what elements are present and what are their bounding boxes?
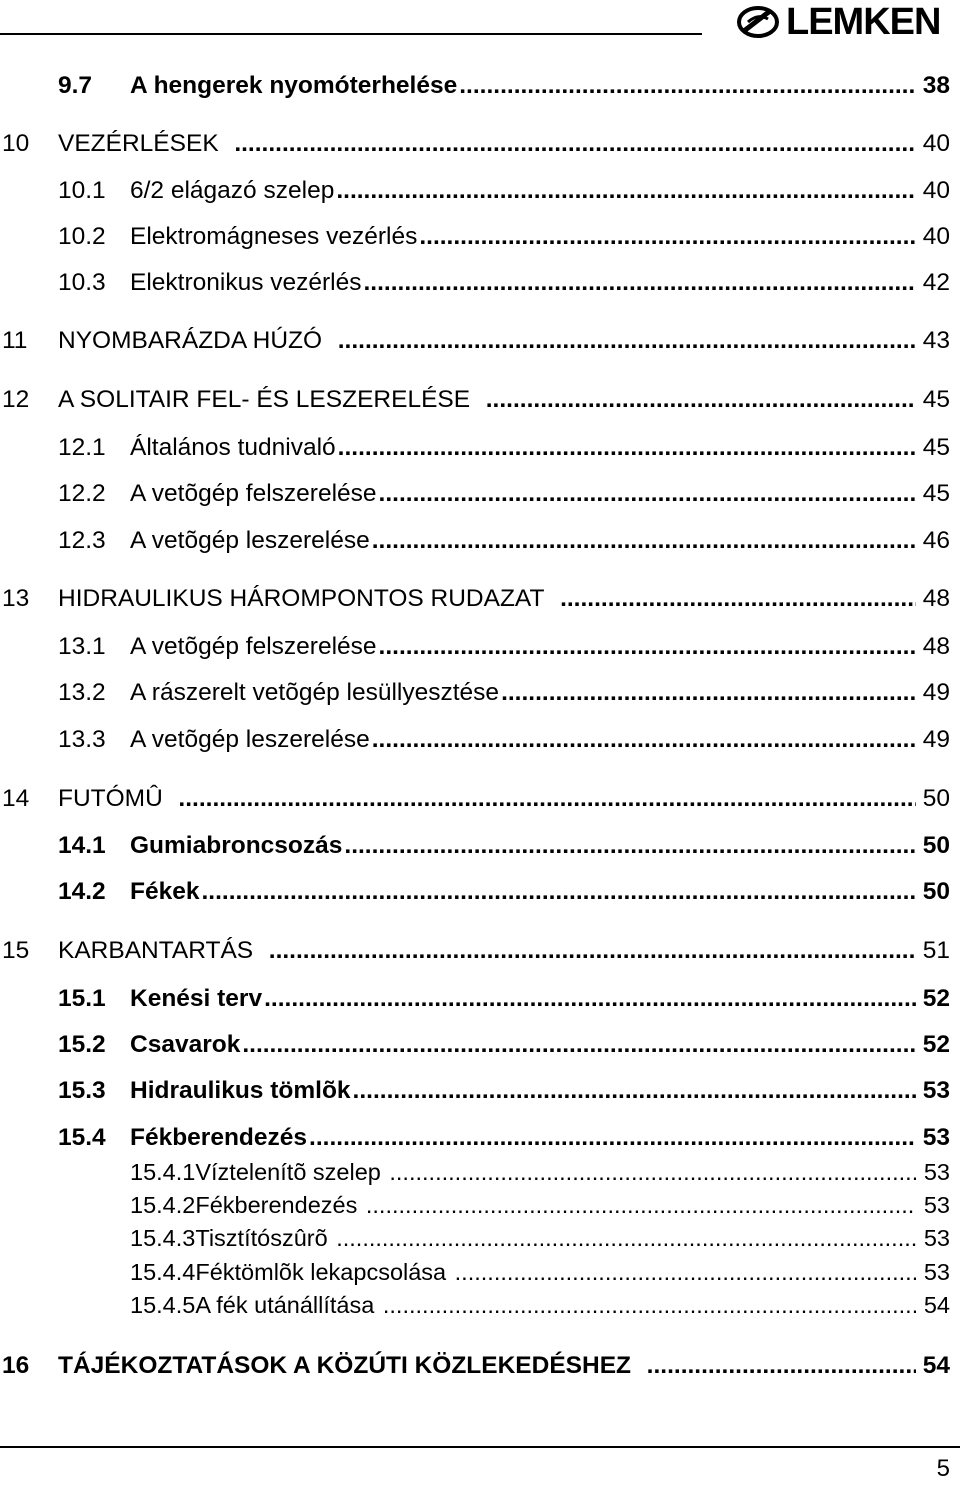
toc-number: 12 bbox=[2, 386, 30, 413]
toc-title: Csavarok bbox=[130, 1031, 241, 1058]
toc-number: 15.4.2 bbox=[130, 1192, 196, 1218]
toc-number: 10.2 bbox=[58, 223, 106, 250]
page-number: 5 bbox=[936, 1455, 950, 1482]
toc-title: FUTÓMÛ bbox=[58, 785, 163, 812]
toc-number: 12.1 bbox=[58, 434, 106, 461]
toc-page-number: 40 bbox=[919, 217, 950, 257]
toc-page-number: 42 bbox=[919, 263, 950, 303]
toc-page-number: 40 bbox=[919, 124, 950, 164]
toc-number: 15.4.4 bbox=[130, 1259, 196, 1285]
toc-page-number: 50 bbox=[919, 872, 950, 912]
toc-title: A fék utánállítása bbox=[195, 1292, 375, 1318]
toc-title: KARBANTARTÁS bbox=[58, 937, 254, 964]
toc-number: 15.4.1 bbox=[130, 1159, 196, 1185]
toc-page-number: 53 bbox=[920, 1218, 950, 1258]
toc-entry[interactable] bbox=[0, 1071, 960, 1111]
toc-leader-dots bbox=[234, 124, 916, 164]
toc-leader-dots bbox=[560, 579, 916, 619]
toc-page-number: 43 bbox=[919, 321, 950, 361]
toc-title: VEZÉRLÉSEK bbox=[58, 130, 219, 157]
footer-rule bbox=[0, 1446, 960, 1448]
toc-leader-dots bbox=[379, 627, 916, 667]
toc-leader-dots bbox=[372, 521, 916, 561]
toc-leader-dots bbox=[269, 931, 916, 971]
toc-leader-dots bbox=[264, 979, 916, 1019]
toc-title: HIDRAULIKUS HÁROMPONTOS RUDAZAT bbox=[58, 585, 545, 612]
toc-title: Általános tudnivaló bbox=[130, 434, 336, 461]
toc-leader-dots bbox=[242, 1025, 916, 1065]
toc-entry[interactable] bbox=[0, 673, 960, 713]
toc-title: Elektronikus vezérlés bbox=[130, 269, 362, 296]
toc-title: Elektromágneses vezérlés bbox=[130, 223, 418, 250]
toc-page-number: 49 bbox=[919, 720, 950, 760]
toc-title: Fékberendezés bbox=[195, 1192, 358, 1218]
toc-number: 14 bbox=[2, 785, 30, 812]
toc-title: Kenési terv bbox=[130, 985, 263, 1012]
toc-entry[interactable] bbox=[0, 380, 960, 420]
toc-title: 6/2 elágazó szelep bbox=[130, 177, 335, 204]
toc-number: 14.2 bbox=[58, 878, 106, 905]
toc-number: 13.2 bbox=[58, 679, 106, 706]
toc-number: 16 bbox=[2, 1352, 30, 1379]
toc-page-number: 45 bbox=[919, 428, 950, 468]
toc-page-number: 53 bbox=[919, 1118, 950, 1158]
toc-number: 10.3 bbox=[58, 269, 106, 296]
toc-leader-dots bbox=[353, 1071, 916, 1111]
toc-title: A SOLITAIR FEL- ÉS LESZERELÉSE bbox=[58, 386, 471, 413]
toc-number: 15.4.5 bbox=[130, 1292, 196, 1318]
toc-title: NYOMBARÁZDA HÚZÓ bbox=[58, 327, 323, 354]
toc-number: 14.1 bbox=[58, 832, 106, 859]
toc-entry[interactable] bbox=[0, 826, 960, 866]
toc-page-number: 51 bbox=[919, 931, 950, 971]
toc-page-number: 38 bbox=[919, 66, 950, 106]
toc-page-number: 54 bbox=[920, 1285, 950, 1325]
toc-page-number: 49 bbox=[919, 673, 950, 713]
toc-page-number: 53 bbox=[920, 1152, 950, 1192]
toc-number: 10.1 bbox=[58, 177, 106, 204]
toc-title: A vetõgép leszerelése bbox=[130, 527, 370, 554]
toc-leader-dots bbox=[501, 673, 916, 713]
toc-title: Tisztítószûrõ bbox=[195, 1225, 328, 1251]
toc-number: 15.2 bbox=[58, 1031, 106, 1058]
toc-page-number: 40 bbox=[919, 171, 950, 211]
toc-page-number: 50 bbox=[919, 779, 950, 819]
brand-logo bbox=[736, 2, 940, 42]
toc-page-number: 54 bbox=[919, 1346, 950, 1386]
toc-entry[interactable] bbox=[0, 474, 960, 514]
toc-entry[interactable] bbox=[0, 263, 960, 303]
toc-title: A vetõgép leszerelése bbox=[130, 726, 370, 753]
toc-title: A vetõgép felszerelése bbox=[130, 480, 377, 507]
toc-entry[interactable] bbox=[0, 872, 960, 912]
toc-page-number: 53 bbox=[920, 1252, 950, 1292]
toc-leader-dots bbox=[647, 1346, 916, 1386]
brand-name: LEMKEN bbox=[786, 1, 941, 43]
toc-entry[interactable] bbox=[0, 931, 960, 971]
toc-leader-dots bbox=[372, 720, 916, 760]
header-rule bbox=[0, 33, 702, 35]
toc-leader-dots bbox=[486, 380, 916, 420]
toc-page-number: 45 bbox=[919, 380, 950, 420]
toc-number: 13 bbox=[2, 585, 30, 612]
toc-entry[interactable] bbox=[0, 579, 960, 619]
toc-leader-dots bbox=[383, 1285, 916, 1325]
toc-leader-dots bbox=[344, 826, 916, 866]
toc-entry[interactable] bbox=[0, 979, 960, 1019]
toc-title: Fékberendezés bbox=[130, 1124, 308, 1151]
toc-number: 15.4 bbox=[58, 1124, 106, 1151]
toc-page-number: 52 bbox=[919, 1025, 950, 1065]
toc-page-number: 46 bbox=[919, 521, 950, 561]
toc-entry[interactable] bbox=[0, 124, 960, 164]
toc-entry[interactable] bbox=[0, 217, 960, 257]
toc-title: Hidraulikus tömlõk bbox=[130, 1077, 351, 1104]
toc-page-number: 53 bbox=[920, 1185, 950, 1225]
toc-page-number: 48 bbox=[919, 579, 950, 619]
toc-entry[interactable] bbox=[0, 1346, 960, 1386]
toc-leader-dots bbox=[363, 263, 916, 303]
toc-page-number: 52 bbox=[919, 979, 950, 1019]
toc-leader-dots bbox=[338, 321, 916, 361]
toc-title: Gumiabroncsozás bbox=[130, 832, 343, 859]
toc-page-number: 45 bbox=[919, 474, 950, 514]
toc-page-number: 48 bbox=[919, 627, 950, 667]
toc-page-number: 50 bbox=[919, 826, 950, 866]
toc-title: Fékek bbox=[130, 878, 200, 905]
toc-title: A rászerelt vetõgép lesüllyesztése bbox=[130, 679, 500, 706]
toc-number: 15.4.3 bbox=[130, 1225, 196, 1251]
toc-number: 13.3 bbox=[58, 726, 106, 753]
toc-number: 10 bbox=[2, 130, 30, 157]
toc-entry[interactable] bbox=[0, 627, 960, 667]
toc-number: 13.1 bbox=[58, 633, 106, 660]
toc-leader-dots bbox=[419, 217, 916, 257]
toc-leader-dots bbox=[338, 428, 916, 468]
toc-number: 12.3 bbox=[58, 527, 106, 554]
toc-number: 15.3 bbox=[58, 1077, 106, 1104]
toc-leader-dots bbox=[459, 66, 916, 106]
toc-entry[interactable] bbox=[0, 1285, 960, 1325]
toc-title: A hengerek nyomóterhelése bbox=[130, 72, 458, 99]
lemken-emblem-icon bbox=[736, 5, 780, 39]
toc-entry[interactable] bbox=[0, 321, 960, 361]
toc-entry[interactable] bbox=[0, 171, 960, 211]
toc-entry[interactable] bbox=[0, 66, 960, 106]
toc-leader-dots bbox=[336, 171, 916, 211]
toc-number: 12.2 bbox=[58, 480, 106, 507]
toc-page-number: 53 bbox=[919, 1071, 950, 1111]
toc-leader-dots bbox=[201, 872, 916, 912]
toc-title: A vetõgép felszerelése bbox=[130, 633, 377, 660]
toc-title: TÁJÉKOZTATÁSOK A KÖZÚTI KÖZLEKEDÉSHEZ bbox=[58, 1352, 632, 1379]
toc-entry[interactable] bbox=[0, 521, 960, 561]
toc-number: 15.1 bbox=[58, 985, 106, 1012]
toc-number: 11 bbox=[2, 327, 28, 354]
toc-leader-dots bbox=[379, 474, 916, 514]
toc-number: 15 bbox=[2, 937, 30, 964]
toc-entry[interactable] bbox=[0, 428, 960, 468]
toc-title: Féktömlõk lekapcsolása bbox=[195, 1259, 447, 1285]
toc-entry[interactable] bbox=[0, 720, 960, 760]
toc-title: Víztelenítõ szelep bbox=[195, 1159, 381, 1185]
toc-entry[interactable] bbox=[0, 1025, 960, 1065]
toc-number: 9.7 bbox=[58, 72, 93, 99]
toc-entry[interactable] bbox=[0, 779, 960, 819]
toc-leader-dots bbox=[178, 779, 916, 819]
